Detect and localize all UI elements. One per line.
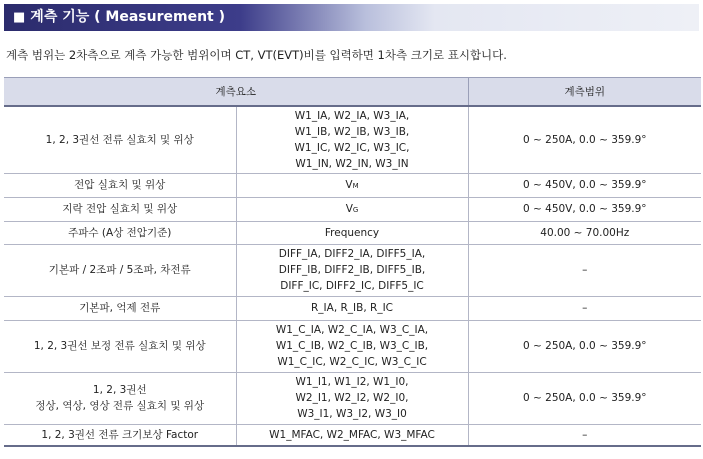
row-elements: VM: [236, 173, 468, 197]
section-header-bar: [4, 4, 699, 31]
table-row: [4, 244, 701, 296]
row-label: 전압 실효치 및 위상: [4, 173, 236, 197]
table-row: [4, 197, 701, 221]
row-elements: VG: [236, 197, 468, 221]
row-elements: W1_MFAC, W2_MFAC, W3_MFAC: [236, 424, 468, 446]
table-row: [4, 320, 701, 372]
row-range: 40.00 ~ 70.00Hz: [468, 221, 701, 244]
row-label: 주파수 (A상 전압기준): [4, 221, 236, 244]
row-range: –: [468, 424, 701, 446]
row-range: 0 ~ 250A, 0.0 ~ 359.9°: [468, 106, 701, 173]
section-title: [13, 4, 225, 31]
row-elements: W1_IA, W2_IA, W3_IA, W1_IB, W2_IB, W3_IB, W1_IC, W2_IC, W3_IC, W1_IN, W2_IN, W3_IN: [236, 106, 468, 173]
row-elements: W1_C_IA, W2_C_IA, W3_C_IA, W1_C_IB, W2_C_IB, W3_C_IB, W1_C_IC, W2_C_IC, W3_C_IC: [236, 320, 468, 372]
row-elements: DIFF_IA, DIFF2_IA, DIFF5_IA, DIFF_IB, DIFF2_IB, DIFF5_IB, DIFF_IC, DIFF2_IC, DIFF5_IC: [236, 244, 468, 296]
table-row: [4, 173, 701, 197]
row-elements: Frequency: [236, 221, 468, 244]
header-measurement-element: 계측요소: [4, 78, 468, 107]
row-elements: R_IA, R_IB, R_IC: [236, 296, 468, 320]
row-label: 1, 2, 3권선 전류 크기보상 Factor: [4, 424, 236, 446]
row-label: 1, 2, 3권선 보정 전류 실효치 및 위상: [4, 320, 236, 372]
row-label: 지락 전압 실효치 및 위상: [4, 197, 236, 221]
row-label: 기본파, 억제 전류: [4, 296, 236, 320]
square-bullet-icon: ■: [13, 10, 26, 25]
row-range: 0 ~ 450V, 0.0 ~ 359.9°: [468, 173, 701, 197]
table-row: [4, 372, 701, 424]
intro-text: 계측 범위는 2차측으로 계측 가능한 범위이며 CT, VT(EVT)비를 입력하면 1차측 크기로 표시합니다.: [6, 48, 507, 62]
table-row: [4, 106, 701, 173]
row-elements: W1_I1, W1_I2, W1_I0, W2_I1, W2_I2, W2_I0, W3_I1, W3_I2, W3_I0: [236, 372, 468, 424]
row-range: –: [468, 244, 701, 296]
row-label: 1, 2, 3권선 정상, 역상, 영상 전류 실효치 및 위상: [4, 372, 236, 424]
measurement-table: [4, 77, 701, 447]
section-title-text: 계측 기능 ( Measurement ): [30, 9, 226, 25]
table-row: [4, 296, 701, 320]
row-label: 1, 2, 3권선 전류 실효치 및 위상: [4, 106, 236, 173]
row-range: –: [468, 296, 701, 320]
row-range: 0 ~ 250A, 0.0 ~ 359.9°: [468, 320, 701, 372]
row-range: 0 ~ 450V, 0.0 ~ 359.9°: [468, 197, 701, 221]
table-row: [4, 221, 701, 244]
header-measurement-range: 계측범위: [468, 78, 701, 107]
row-label: 기본파 / 2조파 / 5조파, 차전류: [4, 244, 236, 296]
table-row: [4, 424, 701, 446]
table-header-row: [4, 78, 701, 107]
row-range: 0 ~ 250A, 0.0 ~ 359.9°: [468, 372, 701, 424]
